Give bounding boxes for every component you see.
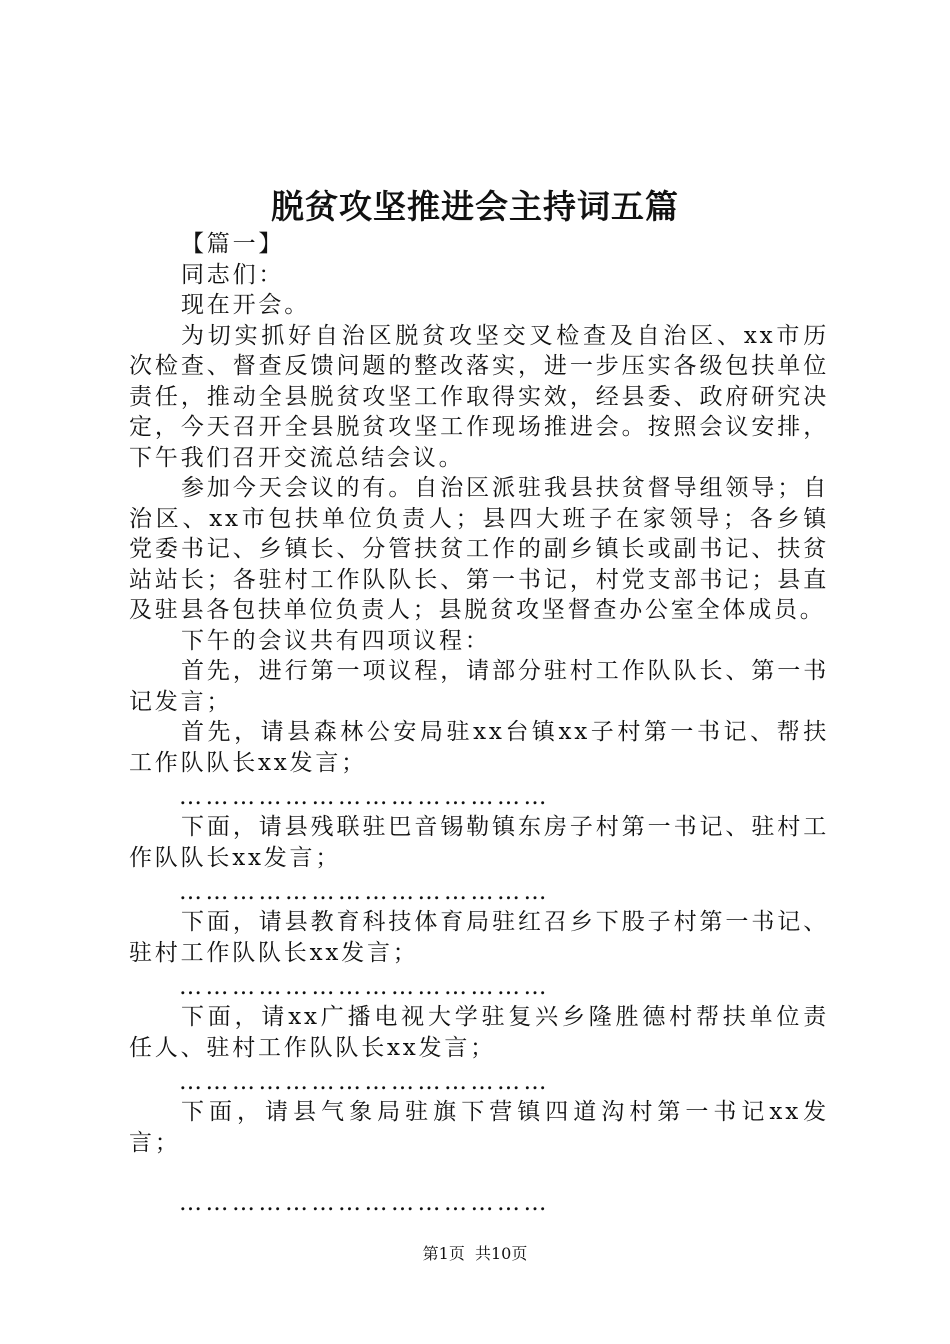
paragraph-speaker-3: 下面，请县教育科技体育局驻红召乡下股子村第一书记、驻村工作队队长xx发言；	[129, 909, 829, 966]
paragraph-agenda-intro: 下午的会议共有四项议程：	[181, 627, 491, 654]
page-footer: 第1页 共10页	[422, 1244, 528, 1263]
ellipsis-separator: ……………………………………	[179, 1069, 550, 1095]
opening-line: 现在开会。	[181, 292, 310, 318]
document-title: 脱贫攻坚推进会主持词五篇	[271, 187, 679, 226]
paragraph-speaker-2: 下面，请县残联驻巴音锡勒镇东房子村第一书记、驻村工作队队长xx发言；	[129, 814, 829, 871]
document-body	[129, 229, 829, 1218]
paragraph-agenda-item-1: 首先，进行第一项议程，请部分驻村工作队队长、第一书记发言；	[129, 658, 829, 715]
section-heading: 【篇一】	[181, 231, 285, 257]
paragraph-attendees: 参加今天会议的有。自治区派驻我县扶贫督导组领导；自治区、xx市包扶单位负责人；县四大班子在家领导；各乡镇党委书记、乡镇长、分管扶贫工作的副乡镇长或副书记、扶贫站站长；各驻村工作队队长、第一书记，村党支部书记；县直及驻县各包扶单位负责人；县脱贫攻坚督查办公室全体成员。	[129, 475, 829, 623]
paragraph-speaker-1: 首先，请县森林公安局驻xx台镇xx子村第一书记、帮扶工作队队长xx发言；	[129, 719, 829, 776]
salutation: 同志们：	[181, 261, 285, 288]
ellipsis-separator: ……………………………………	[179, 1190, 550, 1216]
paragraph-speaker-4: 下面，请xx广播电视大学驻复兴乡隆胜德村帮扶单位责任人、驻村工作队队长xx发言；	[129, 1004, 829, 1061]
ellipsis-separator: ……………………………………	[179, 784, 550, 810]
paragraph-purpose: 为切实抓好自治区脱贫攻坚交叉检查及自治区、xx市历次检查、督查反馈问题的整改落实，进一步压实各级包扶单位责任，推动全县脱贫攻坚工作取得实效，经县委、政府研究决定，今天召开全县脱贫攻坚工作现场推进会。按照会议安排，下午我们召开交流总结会议。	[129, 322, 829, 471]
paragraph-speaker-5: 下面，请县气象局驻旗下营镇四道沟村第一书记xx发言；	[129, 1099, 829, 1156]
ellipsis-separator: ……………………………………	[179, 879, 550, 905]
ellipsis-separator: ……………………………………	[179, 974, 550, 1000]
